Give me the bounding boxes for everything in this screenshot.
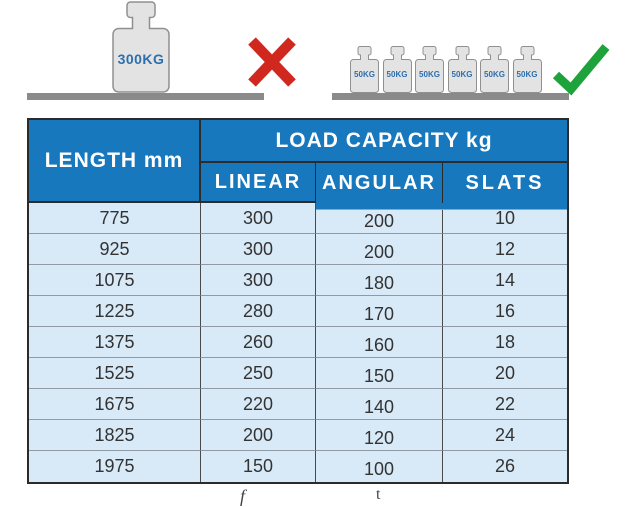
cell-length: 925 <box>29 234 201 265</box>
cell-linear: 200 <box>201 420 316 451</box>
weights-row <box>350 46 548 93</box>
header-angular: ANGULAR <box>316 163 443 203</box>
header-linear: LINEAR <box>201 163 316 203</box>
weight-50kg <box>513 46 542 93</box>
cell-angular: 180 <box>316 265 443 296</box>
weight-50kg <box>448 46 477 93</box>
cell-angular: 120 <box>316 420 443 451</box>
cell-linear: 220 <box>201 389 316 420</box>
cell-slats: 26 <box>443 451 567 482</box>
cell-linear: 150 <box>201 451 316 482</box>
header-slats: SLATS <box>443 163 567 203</box>
weight-50kg <box>383 46 412 93</box>
partial-glyph: t <box>376 486 381 503</box>
cell-linear: 280 <box>201 296 316 327</box>
x-mark-icon <box>247 36 297 88</box>
weight-label-50kg: 50KG <box>484 70 505 79</box>
weight-label-50kg: 50KG <box>386 70 408 79</box>
weight-50kg <box>480 46 509 93</box>
weight-50kg <box>350 46 379 93</box>
weight-label-300kg: 300KG <box>117 51 165 67</box>
capacity-table <box>27 118 569 484</box>
header-length-mm: LENGTH mm <box>29 120 201 203</box>
cell-angular: 200 <box>316 203 443 234</box>
cell-slats: 22 <box>443 389 567 420</box>
cell-angular: 160 <box>316 327 443 358</box>
cell-slats: 16 <box>443 296 567 327</box>
weight-label-50kg: 50KG <box>516 70 538 79</box>
cell-linear: 300 <box>201 265 316 296</box>
cell-angular: 150 <box>316 358 443 389</box>
weight-label-50kg: 50KG <box>419 70 440 79</box>
weight-label-50kg: 50KG <box>451 70 473 79</box>
cell-slats: 20 <box>443 358 567 389</box>
shelf-right <box>332 93 569 100</box>
cell-slats: 12 <box>443 234 567 265</box>
cell-length: 1825 <box>29 420 201 451</box>
cell-length: 1675 <box>29 389 201 420</box>
weight-label-50kg: 50KG <box>354 70 375 79</box>
header-load-capacity: LOAD CAPACITY kg <box>201 120 567 163</box>
partial-glyph: f <box>240 486 246 506</box>
cell-slats: 14 <box>443 265 567 296</box>
cell-length: 1375 <box>29 327 201 358</box>
cell-slats: 24 <box>443 420 567 451</box>
cell-linear: 260 <box>201 327 316 358</box>
cell-slats: 18 <box>443 327 567 358</box>
weight-icon <box>112 1 170 94</box>
shelf-left <box>27 93 264 100</box>
cell-length: 1225 <box>29 296 201 327</box>
cell-angular: 100 <box>316 451 443 482</box>
cell-length: 1075 <box>29 265 201 296</box>
cell-linear: 250 <box>201 358 316 389</box>
cell-angular: 170 <box>316 296 443 327</box>
cropped-caption-fragment <box>0 486 644 506</box>
weight-50kg <box>415 46 444 93</box>
cell-angular: 200 <box>316 234 443 265</box>
cell-length: 1525 <box>29 358 201 389</box>
cell-length: 1975 <box>29 451 201 482</box>
cell-linear: 300 <box>201 203 316 234</box>
cell-slats: 10 <box>443 203 567 234</box>
check-mark-icon <box>550 44 612 98</box>
cell-linear: 300 <box>201 234 316 265</box>
weight-300kg <box>112 1 170 94</box>
cell-length: 775 <box>29 203 201 234</box>
cell-angular: 140 <box>316 389 443 420</box>
